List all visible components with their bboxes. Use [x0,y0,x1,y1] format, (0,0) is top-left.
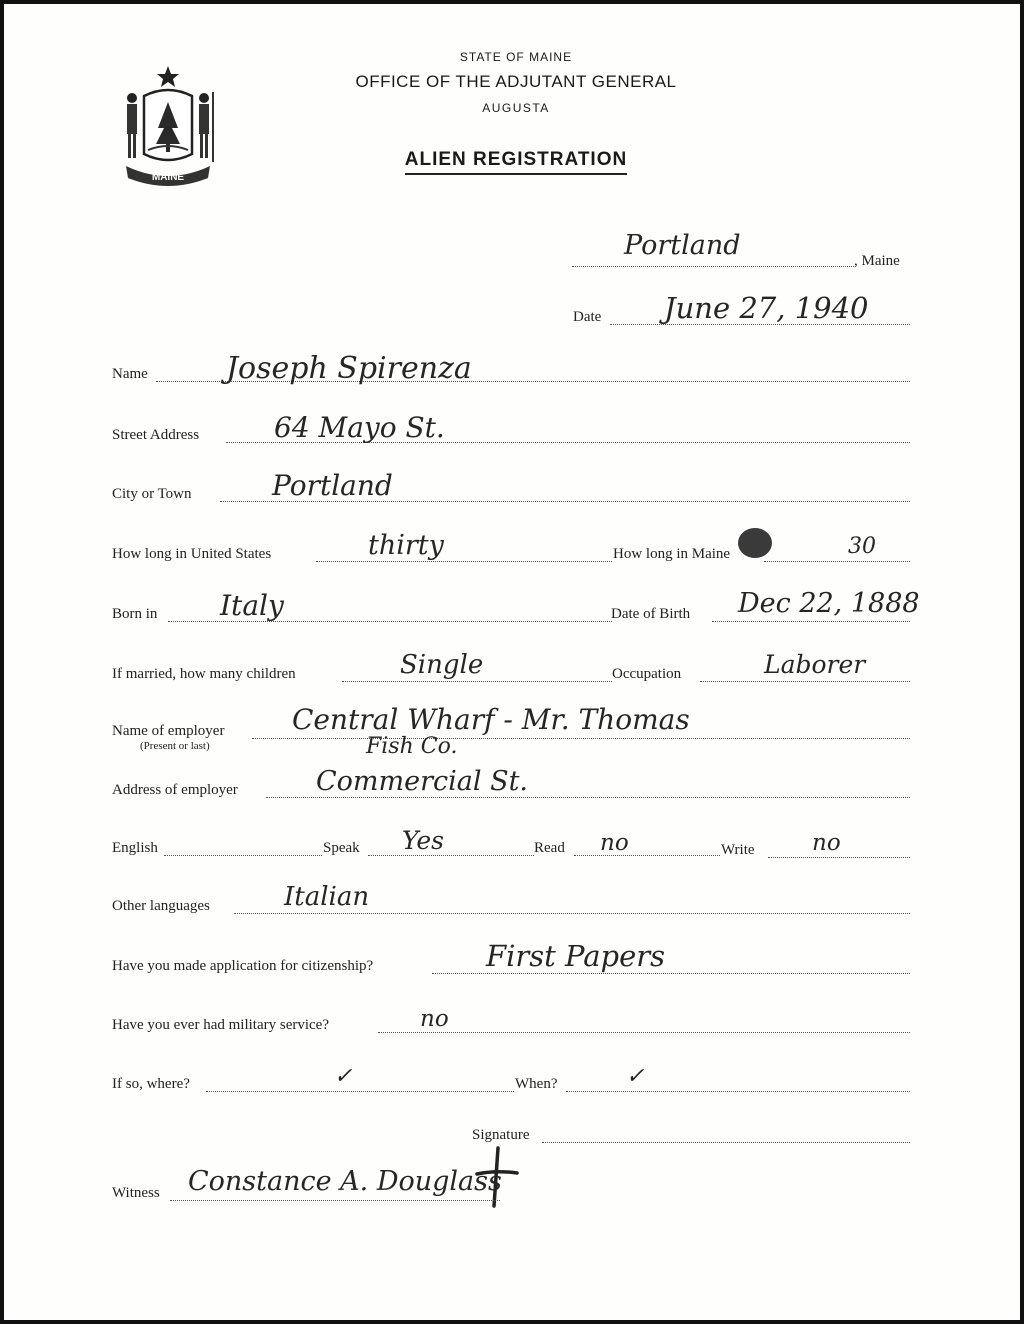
citizenship-line [432,973,910,974]
dob-value: Dec 22, 1888 [738,588,920,619]
read-value: no [600,830,629,856]
military-label: Have you ever had military service? [112,1017,329,1033]
place-suffix-label: , Maine [854,253,900,269]
employer-value-line2: Fish Co. [366,734,458,759]
speak-value: Yes [402,826,444,855]
witness-value: Constance A. Douglass [188,1166,502,1197]
years-maine-line [764,561,910,562]
employer-address-value: Commercial St. [316,766,529,797]
military-line [378,1032,910,1033]
english-label: English [112,840,158,856]
citizenship-value: First Papers [486,939,665,973]
employer-line [252,738,910,739]
employer-label: Name of employer [112,723,225,739]
seal-banner-text: MAINE [151,172,185,183]
city-value: Portland [272,469,393,502]
dob-label: Date of Birth [611,606,691,622]
other-languages-label: Other languages [112,898,210,914]
occupation-label: Occupation [612,666,682,682]
born-in-value: Italy [220,589,284,622]
employer-address-line [266,797,910,798]
street-label: Street Address [112,427,200,443]
employer-sub-label: (Present or last) [140,740,210,752]
dob-line [712,621,910,622]
date-value: June 27, 1940 [664,291,869,325]
office-heading: OFFICE OF THE ADJUTANT GENERAL [355,72,677,91]
children-value: Single [400,650,484,680]
other-languages-value: Italian [284,882,370,912]
citizenship-label: Have you made application for citizenship? [112,958,374,974]
where-label: If so, where? [112,1076,190,1092]
place-value: Portland [624,230,741,261]
military-value: no [420,1006,449,1032]
place-line [572,266,854,267]
children-label: If married, how many children [112,666,296,682]
years-maine-label: How long in Maine [613,546,731,562]
name-value: Joseph Spirenza [226,351,472,386]
employer-address-label: Address of employer [112,782,238,798]
speak-line [368,855,534,856]
signature-line [542,1142,910,1143]
write-line [768,857,910,858]
write-value: no [812,830,841,856]
state-heading: STATE OF MAINE [459,50,573,64]
city-heading: AUGUSTA [482,101,550,115]
years-maine-value: 30 [848,534,876,559]
signature-label: Signature [472,1127,530,1143]
english-line [164,855,322,856]
children-line [342,681,612,682]
employer-value: Central Wharf - Mr. Thomas [292,703,690,736]
occupation-line [700,681,910,682]
occupation-value: Laborer [764,650,866,679]
speak-label: Speak [323,840,360,856]
street-value: 64 Mayo St. [274,411,445,444]
when-label: When? [515,1076,558,1092]
ink-stain [738,528,772,558]
date-label: Date [573,309,602,325]
read-label: Read [534,840,565,856]
form-title: ALIEN REGISTRATION [4,149,1024,171]
when-value: ✓ [626,1064,645,1089]
born-in-label: Born in [112,606,158,622]
write-label: Write [721,842,755,858]
name-label: Name [112,366,148,382]
city-label: City or Town [112,486,192,502]
when-line [566,1091,910,1092]
read-line [574,855,720,856]
where-value: ✓ [334,1064,353,1089]
where-line [206,1091,514,1092]
witness-line [170,1200,500,1201]
years-us-line [316,561,612,562]
years-us-label: How long in United States [112,546,272,562]
years-us-value: thirty [368,530,444,561]
witness-label: Witness [112,1185,160,1201]
other-languages-line [234,913,910,914]
